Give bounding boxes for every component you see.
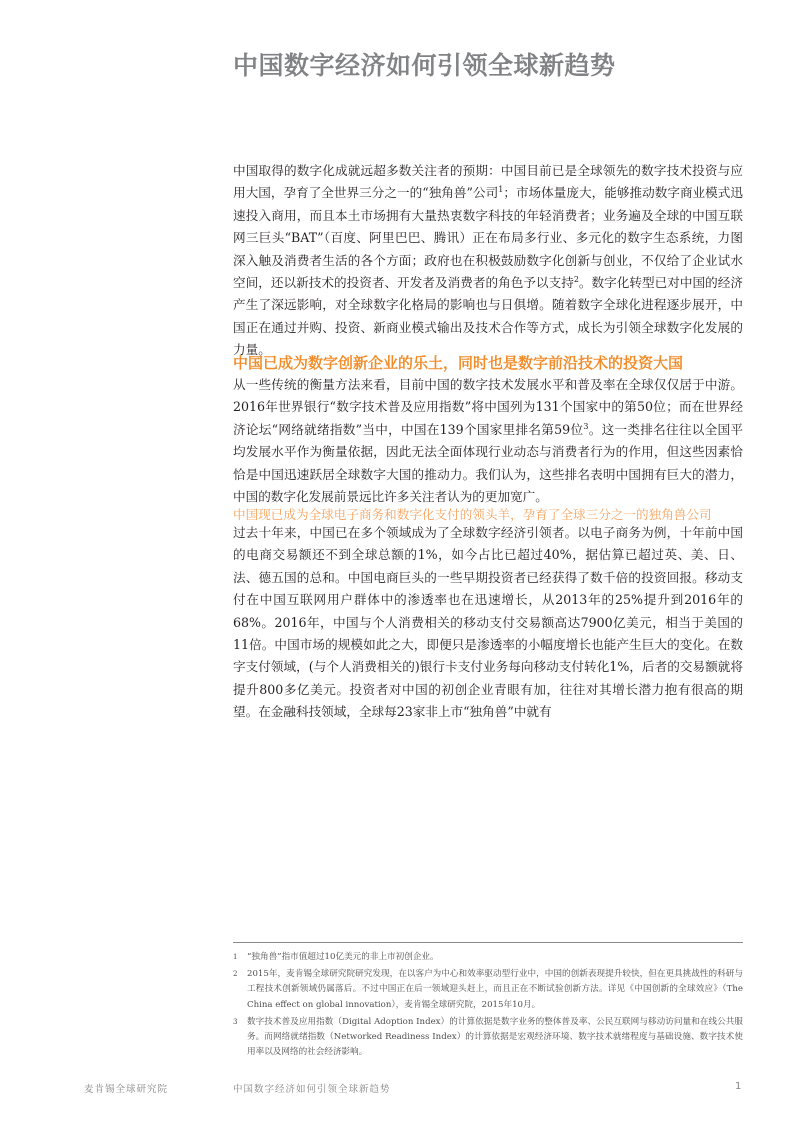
footnote-item xyxy=(233,1015,743,1061)
section-heading-innovation: 中国已成为数字创新企业的乐土，同时也是数字前沿技术的投资大国 xyxy=(233,354,684,372)
rankings-text-b: 。这一类排名往往以全国平均发展水平作为衡量依据，因此无法全面体现行业动态与消费者行为的作用，但这些因素恰恰是中国迅速跃居全球数字大国的推动力。我们认为，这些排名表明中国拥有巨大的潜力，中国的数字化发展前景远比许多关注者认为的更加宽广。 xyxy=(233,421,744,505)
page-number: 1 xyxy=(735,1081,742,1092)
intro-text-b: ；市场体量庞大，能够推动数字商业模式迅速投入商用，而且本土市场拥有大量热衷数字科技的年轻消费者；业务遍及全球的中国互联网三巨头“BAT”（百度、阿里巴巴、腾讯）正在布局多行业、多元化的数字生态系统，力图深入触及消费者生活的各个方面；政府也在积极鼓励数字化创新与创业，不仅给了企业试水空间，还以新技术的投资者、开发者及消费者的角色予以支持 xyxy=(233,185,743,291)
footer-running-title: 中国数字经济如何引领全球新趋势 xyxy=(233,1084,391,1095)
intro-paragraph xyxy=(233,160,743,362)
footnote-number: 1 xyxy=(233,953,238,961)
section-paragraph-ecommerce: 过去十年来，中国已在多个领域成为了全球数字经济引领者。以电子商务为例，十年前中国的电商交易额还不到全球总额的1%，如今占比已超过40%，据估算已超过英、美、日、法、德五国的总和。中国电商巨头的一些早期投资者已经获得了数千倍的投资回报。移动支付在中国互联网用户群体中的渗透率也在迅速增长，从2013年的25%提升到2016年的68%。2016年，中国与个人消费相关的移动支付交易额高达7900亿美元，相当于美国的11倍。中国市场的规模如此之大，即便只是渗透率的小幅度增长也能产生巨大的变化。在数字支付领域，(与个人消费相关的)银行卡支付业务每向移动支付转化1%，后者的交易额就将提升800多亿美元。投资者对中国的初创企业青眼有加，往往对其增长潜力抱有很高的期望。在金融科技领域，全球每23家非上市“独角兽”中就有 xyxy=(233,525,743,720)
rankings-text-a: 从一些传统的衡量方法来看，目前中国的数字技术发展水平和普及率在全球仅仅居于中游。2016年世界银行“数字技术普及应用指数”将中国列为131个国家中的第50位；而在世界经济论坛“网络就绪指数”当中，中国在139个国家里排名第59位 xyxy=(233,377,743,437)
footnote-ref-1[interactable]: 1 xyxy=(498,185,504,195)
footnote-text: 2015年，麦肯锡全球研究院研究发现，在以客户为中心和效率驱动型行业中，中国的创新表现提升较快，但在更具挑战性的科研与工程技术创新领域仍属落后。不过中国正在后一领域迎头赶上，而且正在不断试验创新方法。详见《中国创新的全球效应》（The China effect on global innovation），麦肯锡全球研究院，2015年10月。 xyxy=(247,969,743,1010)
footnote-item xyxy=(233,950,743,965)
footnote-item xyxy=(233,967,743,1013)
intro-text-c: 。数字化转型已对中国的经济产生了深远影响，对全球数字化格局的影响也与日俱增。随着数字全球化进程逐步展开，中国正在通过并购、投资、新商业模式输出及技术合作等方式，成长为引领全球数字化发展的力量。 xyxy=(233,275,744,358)
footnote-ref-2[interactable]: 2 xyxy=(573,274,579,284)
intro-text-a: 中国取得的数字化成就远超多数关注者的预期：中国目前已是全球领先的数字技术投资与应用大国，孕育了全世界三分之一的“独角兽”公司 xyxy=(233,163,743,201)
footnote-text: “独角兽”指市值超过10亿美元的非上市初创企业。 xyxy=(247,952,439,962)
footnotes xyxy=(233,950,743,1062)
section-heading-ecommerce: 中国现已成为全球电子商务和数字化支付的领头羊，孕育了全球三分之一的独角兽公司 xyxy=(233,507,712,522)
footnote-text: 数字技术普及应用指数（Digital Adoption Index）的计算依据是数字业务的整体普及率、公民互联网与移动访问量和在线公共服务。而网络就绪指数（Networked Readiness Index）的计算依据是宏观经济环境、数字技术就绪程度与基础设施、数字技术使用率以及网络的社会经济影响。 xyxy=(247,1016,743,1058)
footnote-divider xyxy=(233,942,743,943)
footnote-number: 3 xyxy=(233,1017,238,1026)
section-paragraph-rankings xyxy=(233,374,743,508)
page-title: 中国数字经济如何引领全球新趋势 xyxy=(233,51,616,80)
footnote-ref-3[interactable]: 3 xyxy=(583,421,589,431)
footer-publisher: 麦肯锡全球研究院 xyxy=(84,1084,169,1095)
footnote-number: 2 xyxy=(233,970,238,979)
